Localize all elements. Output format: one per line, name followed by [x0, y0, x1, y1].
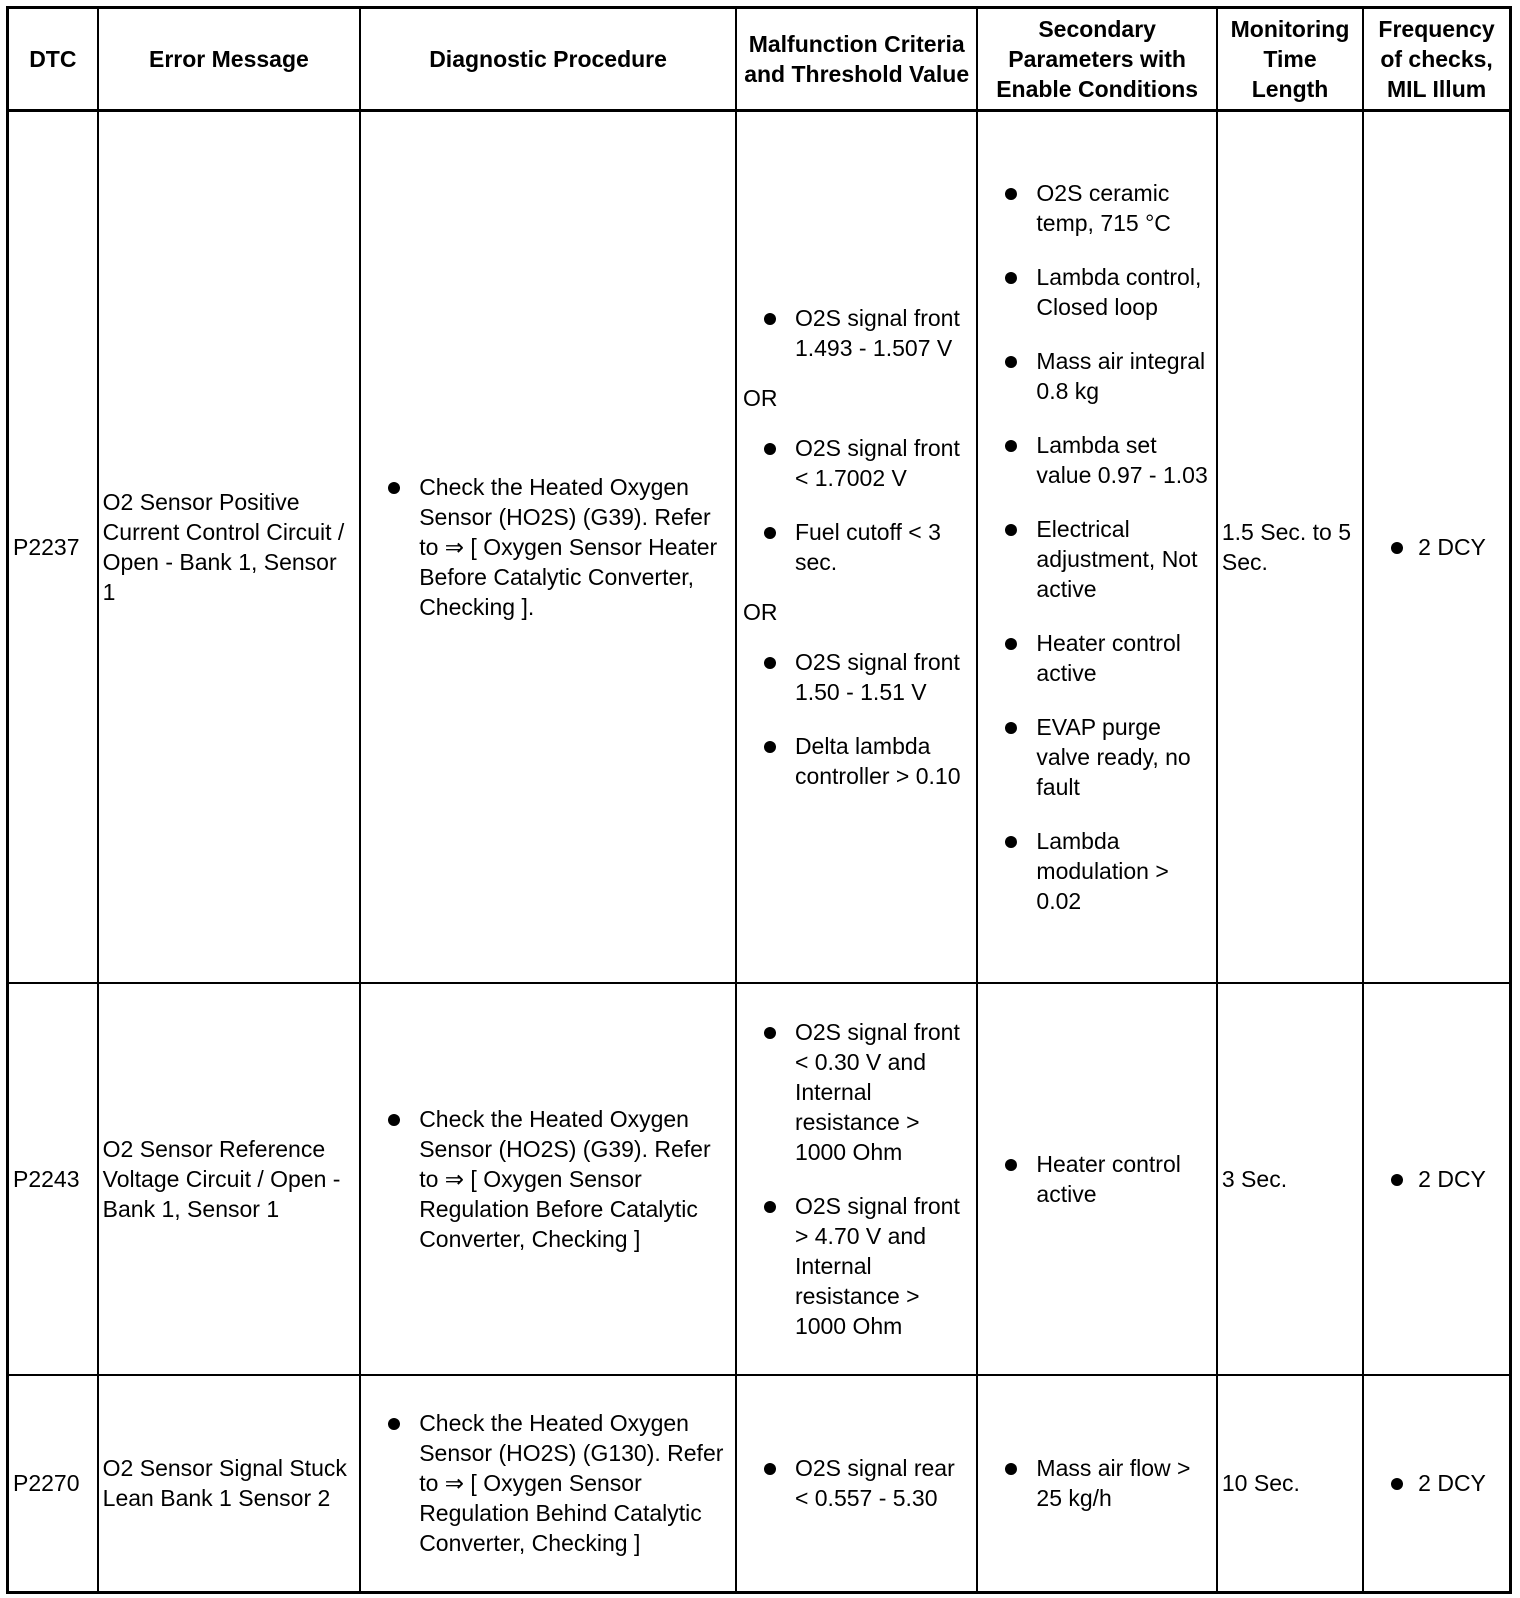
procedure-item: Check the Heated Oxygen Sensor (HO2S) (G39). Refer to ⇒ [ Oxygen Sensor Heater Before Catalytic Converter, Checking ].: [365, 472, 731, 622]
criteria-item: O2S signal front 1.50 - 1.51 V: [741, 647, 972, 707]
malfunction-criteria: [736, 111, 977, 983]
frequency-item: 2 DCY: [1368, 1164, 1505, 1194]
header-row: [8, 8, 1511, 111]
secondary-item: Heater control active: [982, 628, 1211, 688]
error-message: O2 Sensor Positive Current Control Circuit / Open - Bank 1, Sensor 1: [98, 111, 361, 983]
dtc-code: P2243: [8, 983, 98, 1375]
procedure-item: Check the Heated Oxygen Sensor (HO2S) (G130). Refer to ⇒ [ Oxygen Sensor Regulation Behind Catalytic Converter, Checking ]: [365, 1408, 731, 1558]
header-error-message: Error Message: [98, 8, 361, 111]
header-monitoring-time: Monitoring Time Length: [1217, 8, 1363, 111]
secondary-item: Lambda set value 0.97 - 1.03: [982, 430, 1211, 490]
criteria-item: O2S signal front 1.493 - 1.507 V: [741, 303, 972, 363]
table-row: [8, 1375, 1511, 1593]
frequency: [1363, 1375, 1510, 1593]
frequency: [1363, 111, 1510, 983]
monitoring-time: 10 Sec.: [1217, 1375, 1363, 1593]
or-separator: OR: [742, 384, 778, 411]
error-message: O2 Sensor Reference Voltage Circuit / Open - Bank 1, Sensor 1: [98, 983, 361, 1375]
frequency-item: 2 DCY: [1368, 1468, 1505, 1498]
header-dtc: DTC: [8, 8, 98, 111]
monitoring-time: 3 Sec.: [1217, 983, 1363, 1375]
dtc-table: [6, 6, 1512, 1594]
secondary-item: Lambda control, Closed loop: [982, 262, 1211, 322]
criteria-item: O2S signal front < 1.7002 V: [741, 433, 972, 493]
secondary-parameters: [977, 1375, 1216, 1593]
table-row: [8, 111, 1511, 983]
header-frequency: Frequency of checks, MIL Illum: [1363, 8, 1510, 111]
secondary-item: Mass air integral 0.8 kg: [982, 346, 1211, 406]
secondary-item: Heater control active: [982, 1149, 1211, 1209]
error-message: O2 Sensor Signal Stuck Lean Bank 1 Sensor 2: [98, 1375, 361, 1593]
secondary-item: O2S ceramic temp, 715 °C: [982, 178, 1211, 238]
malfunction-criteria: [736, 983, 977, 1375]
diagnostic-procedure: [360, 111, 736, 983]
dtc-code: P2270: [8, 1375, 98, 1593]
header-secondary-parameters: Secondary Parameters with Enable Conditions: [977, 8, 1216, 111]
criteria-item: O2S signal rear < 0.557 - 5.30: [741, 1453, 972, 1513]
frequency: [1363, 983, 1510, 1375]
header-malfunction-criteria: Malfunction Criteria and Threshold Value: [736, 8, 977, 111]
criteria-item: Fuel cutoff < 3 sec.: [741, 517, 972, 577]
criteria-item: O2S signal front < 0.30 V and Internal resistance > 1000 Ohm: [741, 1017, 972, 1167]
secondary-item: Lambda modulation > 0.02: [982, 826, 1211, 916]
diagnostic-procedure: [360, 983, 736, 1375]
secondary-item: Electrical adjustment, Not active: [982, 514, 1211, 604]
header-diagnostic-procedure: Diagnostic Procedure: [360, 8, 736, 111]
secondary-item: Mass air flow > 25 kg/h: [982, 1453, 1211, 1513]
or-separator: OR: [742, 598, 778, 625]
malfunction-criteria: [736, 1375, 977, 1593]
table-row: [8, 983, 1511, 1375]
monitoring-time: 1.5 Sec. to 5 Sec.: [1217, 111, 1363, 983]
secondary-item: EVAP purge valve ready, no fault: [982, 712, 1211, 802]
criteria-item: O2S signal front > 4.70 V and Internal resistance > 1000 Ohm: [741, 1191, 972, 1341]
dtc-code: P2237: [8, 111, 98, 983]
procedure-item: Check the Heated Oxygen Sensor (HO2S) (G39). Refer to ⇒ [ Oxygen Sensor Regulation Before Catalytic Converter, Checking ]: [365, 1104, 731, 1254]
diagnostic-procedure: [360, 1375, 736, 1593]
secondary-parameters: [977, 111, 1216, 983]
secondary-parameters: [977, 983, 1216, 1375]
criteria-item: Delta lambda controller > 0.10: [741, 731, 972, 791]
frequency-item: 2 DCY: [1368, 532, 1505, 562]
